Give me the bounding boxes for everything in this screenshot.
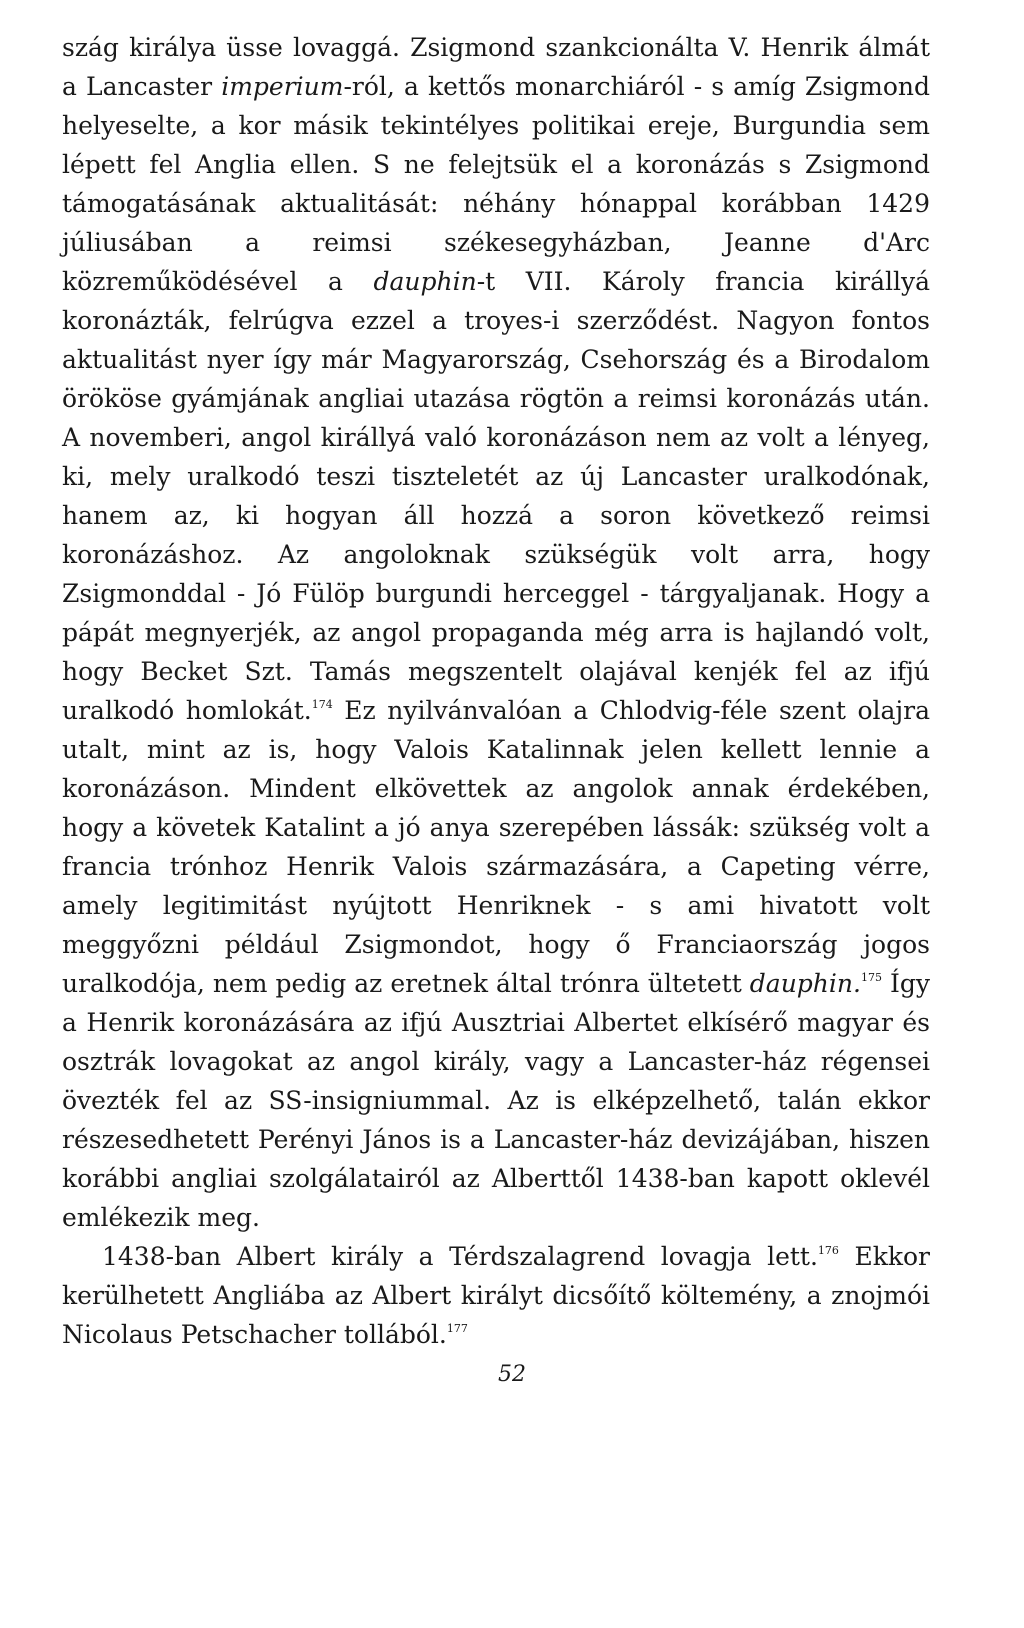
- paragraph-1: [62, 28, 930, 1237]
- paragraph-1-text-2: -ról, a kettős monarchiáról - s amíg Zsigmond helyeselte, a kor másik tekintélyes politikai ereje, Burgundia sem lépett fel Anglia ellen. S ne felejtsük el a koronázás s Zsigmond támogatásának aktualitását: néhány hónappal korábban 1429 júliusában a reimsi székesegyházban, Jeanne d'Arc közreműködésével a: [62, 72, 930, 296]
- paragraph-2-text-1: 1438-ban Albert király a Térdszalagrend lovagja lett.: [102, 1242, 818, 1271]
- paragraph-1-text-1: szág királya üsse lovaggá. Zsigmond szankcionálta V. Henrik álmát a Lancaster: [62, 33, 930, 101]
- body-text: [62, 28, 930, 1354]
- italic-term-dauphin-1: dauphin: [373, 267, 477, 296]
- footnote-ref-174: 174: [311, 698, 333, 711]
- italic-term-dauphin-2: dauphin.: [749, 969, 861, 998]
- paragraph-2: [62, 1237, 930, 1354]
- footnote-ref-175: 175: [860, 971, 882, 984]
- page-number: 52: [498, 1362, 526, 1387]
- paragraph-1-text-3: -t VII. Károly francia királlyá koronázták, felrúgva ezzel a troyes-i szerződést. Nagyon fontos aktualitást nyer így már Magyarország, Csehország és a Birodalom örököse gyámjának angliai utazása rögtön a reimsi koronázás után. A novemberi, angol királlyá való koronázáson nem az volt a lényeg, ki, mely uralkodó teszi tiszteletét az új Lancaster uralkodónak, hanem az, ki hogyan áll hozzá a soron következő reimsi koronázáshoz. Az angoloknak szükségük volt arra, hogy Zsigmonddal - Jó Fülöp burgundi herceggel - tárgyaljanak. Hogy a pápát megnyerjék, az angol propaganda még arra is hajlandó volt, hogy Becket Szt. Tamás megszentelt olajával kenjék fel az ifjú uralkodó homlokát.: [62, 267, 930, 725]
- paragraph-2-text-2: Ekkor kerülhetett Angliába az Albert királyt dicsőítő költemény, a znojmói Nicolaus Petschacher tollából.: [62, 1242, 930, 1349]
- footnote-ref-177: 177: [446, 1322, 468, 1335]
- paragraph-1-text-4: Ez nyilvánvalóan a Chlodvig-féle szent olajra utalt, mint az is, hogy Valois Katalinnak jelen kellett lennie a koronázáson. Mindent elkövettek az angolok annak érdekében, hogy a követek Katalint a jó anya szerepében lássák: szükség volt a francia trónhoz Henrik Valois származására, a Capeting vérre, amely legitimitást nyújtott Henriknek - s ami hivatott volt meggyőzni például Zsigmondot, hogy ő Franciaország jogos uralkodója, nem pedig az eretnek által trónra ültetett: [62, 696, 930, 998]
- paragraph-1-text-5: Így a Henrik koronázására az ifjú Ausztriai Albertet elkísérő magyar és osztrák lovagokat az angol király, vagy a Lancaster-ház régensei övezték fel az SS-insigniummal. Az is elképzelhető, talán ekkor részesedhetett Perényi János is a Lancaster-ház devizájában, hiszen korábbi angliai szolgálatairól az Alberttől 1438-ban kapott oklevél emlékezik meg.: [62, 969, 930, 1232]
- footnote-ref-176: 176: [817, 1244, 839, 1257]
- italic-term-imperium: imperium: [221, 72, 344, 101]
